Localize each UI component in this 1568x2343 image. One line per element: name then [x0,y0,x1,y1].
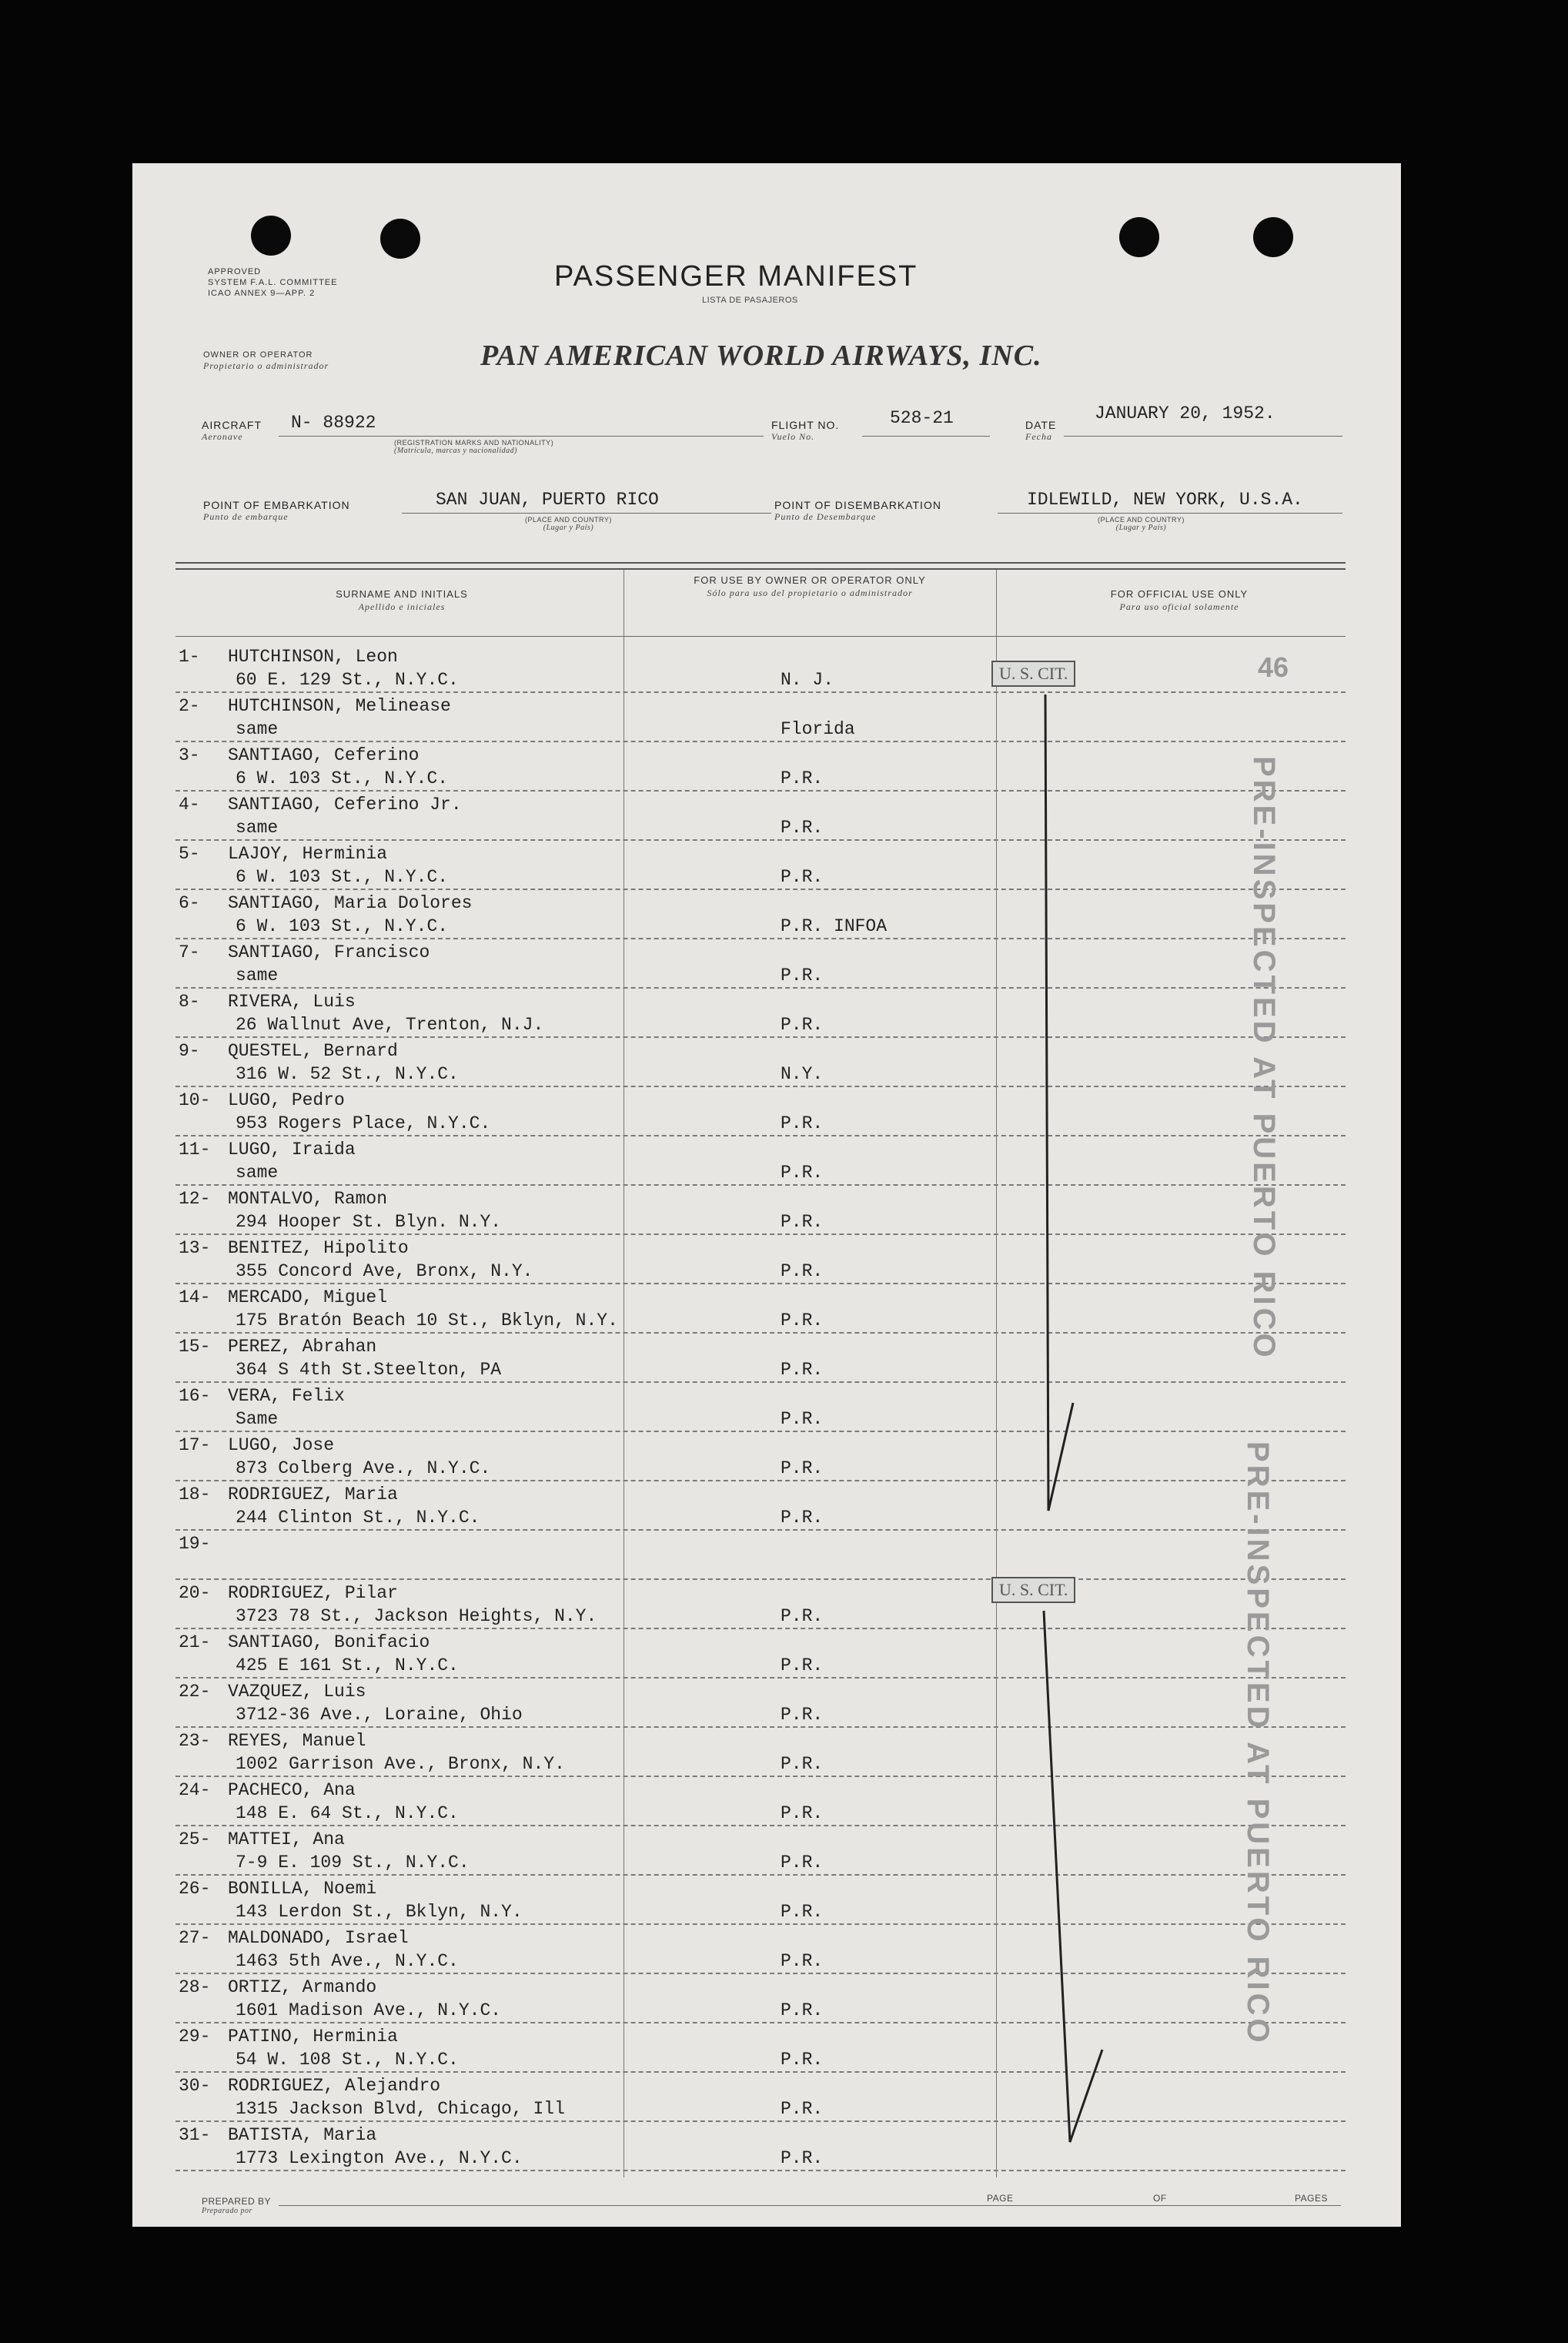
page-title-es: LISTA DE PASAJEROS [702,296,798,305]
date-label-en: DATE [1025,419,1057,431]
owner-label-en: OWNER OR OPERATOR [203,350,313,360]
passenger-address: 54 W. 108 St., N.Y.C. [236,2050,459,2070]
footer-rule [279,2205,1341,2206]
row-number: 18- [179,1484,211,1505]
place-note-en: (PLACE AND COUNTRY) [1098,516,1185,524]
owner-code: P.R. [781,768,824,788]
passenger-count: 46 [1258,651,1289,683]
row-number: 5- [179,844,200,864]
flight-value: 528-21 [890,408,954,428]
approval-line: APPROVED [208,267,262,276]
owner-code: P.R. [781,1015,824,1035]
column-header-owner-en: FOR USE BY OWNER OR OPERATOR ONLY [694,574,926,586]
owner-code: P.R. [781,2000,824,2020]
owner-value: PAN AMERICAN WORLD AIRWAYS, INC. [480,340,1042,372]
owner-code: P.R. [781,1803,824,1823]
row-number: 20- [179,1583,211,1603]
passenger-address: 873 Colberg Ave., N.Y.C. [236,1458,491,1478]
date-label-es: Fecha [1025,431,1052,442]
place-note-es: (Lugar y País) [543,524,594,532]
place-note-es: (Lugar y País) [1115,524,1167,532]
owner-code: P.R. [781,1508,824,1528]
passenger-name: HUTCHINSON, Melinease [228,696,451,716]
owner-code: P.R. [781,1655,824,1675]
passenger-address: 244 Clinton St., N.Y.C. [236,1508,480,1528]
owner-code: P.R. [781,2050,824,2070]
column-header-official-es: Para uso oficial solamente [1119,601,1239,612]
passenger-name: MALDONADO, Israel [228,1928,409,1948]
checkmark-lines [132,163,1401,2227]
passenger-address: same [236,966,279,986]
us-citizen-stamp: U. S. CIT. [991,1577,1075,1603]
approval-line: SYSTEM F.A.L. COMMITTEE [208,278,338,287]
passenger-name: BATISTA, Maria [228,2125,377,2145]
owner-code: P.R. [781,966,824,986]
owner-code: P.R. [781,1853,824,1873]
passenger-address: 6 W. 103 St., N.Y.C. [236,867,449,887]
manifest-sheet [132,163,1401,2227]
owner-code: P.R. [781,867,824,887]
flight-label-en: FLIGHT NO. [771,419,840,431]
row-number: 12- [179,1189,211,1209]
prepared-by-label: PREPARED BY [202,2196,271,2207]
row-number: 15- [179,1337,211,1357]
passenger-address: 3712-36 Ave., Loraine, Ohio [236,1705,523,1725]
row-number: 22- [179,1682,211,1702]
passenger-name: LUGO, Pedro [228,1090,345,1110]
column-header-owner-es: Sólo para uso del propietario o administrador [707,587,913,598]
passenger-address: 3723 78 St., Jackson Heights, N.Y. [236,1606,597,1626]
row-number: 29- [179,2027,211,2047]
embark-value: SAN JUAN, PUERTO RICO [436,490,659,510]
owner-code: P.R. [781,2148,824,2168]
aircraft-label-en: AIRCRAFT [202,419,262,431]
checkmark-stroke [1044,1611,1102,2142]
passenger-address: 425 E 161 St., N.Y.C. [236,1655,459,1675]
row-number: 14- [179,1287,211,1307]
passenger-name: PACHECO, Ana [228,1780,356,1800]
row-number: 4- [179,795,200,815]
row-number: 16- [179,1386,211,1406]
row-number: 23- [179,1731,211,1751]
passenger-name: VERA, Felix [228,1386,345,1406]
passenger-name: SANTIAGO, Maria Dolores [228,893,473,913]
embark-label-en: POINT OF EMBARKATION [203,499,350,511]
page-label: PAGE [987,2193,1014,2204]
flight-label-es: Vuelo No. [771,431,815,442]
owner-code: P.R. [781,1113,824,1133]
passenger-name: QUESTEL, Bernard [228,1041,398,1061]
column-header-name-es: Apellido e iniciales [358,601,446,612]
passenger-name: BENITEZ, Hipolito [228,1238,409,1258]
row-number: 26- [179,1879,211,1899]
owner-code: P.R. INFOA [781,916,888,936]
owner-code: P.R. [781,1163,824,1183]
aircraft-label-es: Aeronave [202,431,243,442]
row-number: 9- [179,1041,200,1061]
row-number: 21- [179,1632,211,1652]
owner-code: P.R. [781,1310,824,1330]
passenger-address: 175 Bratón Beach 10 St., Bklyn, N.Y. [236,1310,618,1330]
passenger-name: BONILLA, Noemi [228,1879,377,1899]
row-number: 2- [179,696,200,716]
owner-code: N.Y. [781,1064,824,1084]
owner-code: P.R. [781,1360,824,1380]
aircraft-note-es: (Matrícula, marcas y nacionalidad) [394,447,517,455]
passenger-name: RODRIGUEZ, Pilar [228,1583,398,1603]
place-note-en: (PLACE AND COUNTRY) [525,516,612,524]
passenger-address: 148 E. 64 St., N.Y.C. [236,1803,459,1823]
passenger-name: SANTIAGO, Bonifacio [228,1632,430,1652]
passenger-address: 1002 Garrison Ave., Bronx, N.Y. [236,1754,565,1774]
owner-code: P.R. [781,1212,824,1232]
pages-label: PAGES [1295,2193,1328,2204]
owner-code: P.R. [781,818,824,838]
passenger-address: 26 Wallnut Ave, Trenton, N.J. [236,1015,544,1035]
passenger-name: HUTCHINSON, Leon [228,647,398,667]
row-number: 30- [179,2076,211,2096]
row-number: 17- [179,1435,211,1455]
passenger-address: 6 W. 103 St., N.Y.C. [236,768,449,788]
row-number: 8- [179,992,200,1012]
prepared-by [202,2196,271,2215]
passenger-name: LUGO, Jose [228,1435,335,1455]
disembark-label-en: POINT OF DISEMBARKATION [774,499,941,511]
row-number: 19- [179,1534,211,1554]
owner-code: P.R. [781,2099,824,2119]
passenger-address: 1463 5th Ave., N.Y.C. [236,1951,459,1971]
column-header-official-en: FOR OFFICIAL USE ONLY [1110,588,1249,600]
passenger-address: 364 S 4th St.Steelton, PA [236,1360,502,1380]
row-number: 1- [179,647,200,667]
page-title: PASSENGER MANIFEST [554,260,918,293]
passenger-address: 143 Lerdon St., Bklyn, N.Y. [236,1902,523,1922]
disembark-value: IDLEWILD, NEW YORK, U.S.A. [1027,490,1303,510]
owner-code: P.R. [781,1606,824,1626]
row-number: 6- [179,893,200,913]
row-number: 11- [179,1140,211,1160]
row-number: 10- [179,1090,211,1110]
disembark-label-es: Punto de Desembarque [774,511,877,522]
passenger-name: ORTIZ, Armando [228,1977,377,1997]
passenger-address: 294 Hooper St. Blyn. N.Y. [236,1212,502,1232]
passenger-address: same [236,719,279,739]
passenger-address: 7-9 E. 109 St., N.Y.C. [236,1853,470,1873]
passenger-name: MERCADO, Miguel [228,1287,388,1307]
aircraft-value: N- 88922 [291,413,376,433]
passenger-address: Same [236,1409,279,1429]
owner-code: P.R. [781,1705,824,1725]
passenger-name: REYES, Manuel [228,1731,366,1751]
pre-inspected-stamp: PRE-INSPECTED AT PUERTO RICO [1247,756,1281,1361]
passenger-name: MONTALVO, Ramon [228,1189,388,1209]
embark-label-es: Punto de embarque [203,511,289,522]
owner-label-es: Propietario o administrador [203,360,329,371]
passenger-address: 1601 Madison Ave., N.Y.C. [236,2000,502,2020]
row-number: 31- [179,2125,211,2145]
pre-inspected-stamp: PRE-INSPECTED AT PUERTO RICO [1241,1441,1275,2046]
owner-code: P.R. [781,1951,824,1971]
owner-code: P.R. [781,1754,824,1774]
passenger-name: MATTEI, Ana [228,1829,345,1849]
aircraft-note-en: (REGISTRATION MARKS AND NATIONALITY) [394,439,554,447]
passenger-address: same [236,818,279,838]
passenger-name: SANTIAGO, Ceferino [228,745,420,765]
passenger-name: RODRIGUEZ, Alejandro [228,2076,441,2096]
prepared-by-label-es: Preparado por [202,2207,252,2215]
passenger-name: LUGO, Iraida [228,1140,356,1160]
row-number: 27- [179,1928,211,1948]
passenger-address: 60 E. 129 St., N.Y.C. [236,670,459,690]
approval-line: ICAO ANNEX 9—APP. 2 [208,289,316,298]
date-value: JANUARY 20, 1952. [1095,403,1275,423]
owner-code: Florida [781,719,855,739]
owner-code: P.R. [781,1458,824,1478]
row-number: 3- [179,745,200,765]
row-number: 24- [179,1780,211,1800]
passenger-address: 6 W. 103 St., N.Y.C. [236,916,449,936]
column-header-name-en: SURNAME AND INITIALS [336,588,468,600]
passenger-name: PATINO, Herminia [228,2027,398,2047]
row-number: 25- [179,1829,211,1849]
passenger-name: SANTIAGO, Ceferino Jr. [228,795,462,815]
passenger-address: 1773 Lexington Ave., N.Y.C. [236,2148,523,2168]
passenger-name: VAZQUEZ, Luis [228,1682,366,1702]
passenger-address: 953 Rogers Place, N.Y.C. [236,1113,491,1133]
passenger-name: RIVERA, Luis [228,992,356,1012]
owner-code: P.R. [781,1409,824,1429]
passenger-address: 316 W. 52 St., N.Y.C. [236,1064,459,1084]
passenger-name: LAJOY, Herminia [228,844,388,864]
row-number: 28- [179,1977,211,1997]
passenger-address: 355 Concord Ave, Bronx, N.Y. [236,1261,533,1281]
passenger-name: PEREZ, Abrahan [228,1337,377,1357]
checkmark-stroke [1045,695,1073,1511]
us-citizen-stamp: U. S. CIT. [991,661,1075,687]
owner-code: P.R. [781,1902,824,1922]
row-number: 7- [179,942,200,962]
owner-code: P.R. [781,1261,824,1281]
passenger-address: same [236,1163,279,1183]
passenger-name: SANTIAGO, Francisco [228,942,430,962]
of-label: OF [1153,2193,1167,2204]
passenger-name: RODRIGUEZ, Maria [228,1484,398,1505]
row-number: 13- [179,1238,211,1258]
passenger-address: 1315 Jackson Blvd, Chicago, Ill [236,2099,565,2119]
owner-code: N. J. [781,670,834,690]
